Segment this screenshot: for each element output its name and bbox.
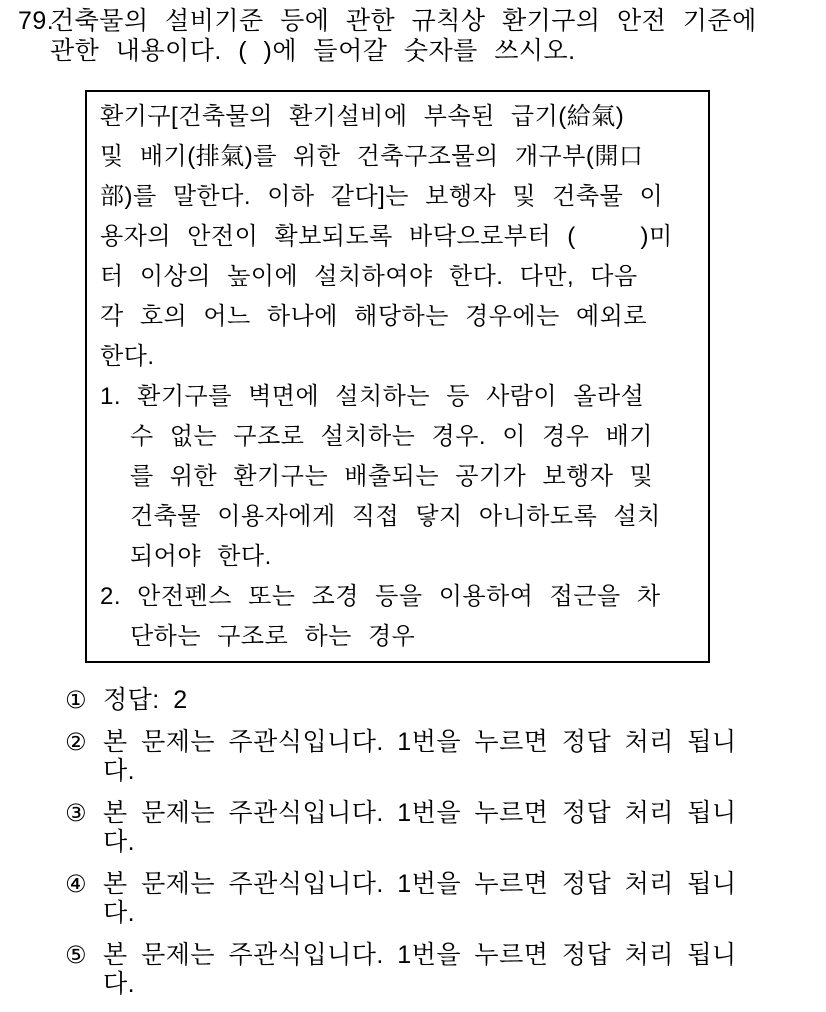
option-marker: ① [65, 687, 87, 714]
option-text-line: 본 문제는 주관식입니다. 1번을 누르면 정답 처리 됩니 [103, 799, 737, 827]
option-text [103, 941, 737, 999]
pline: 部)를 말한다. 이하 같다]는 보행자 및 건축물 이 [100, 183, 664, 210]
question-number: 79. [18, 7, 55, 35]
option-text-line: 본 문제는 주관식입니다. 1번을 누르면 정답 처리 됩니 [103, 941, 737, 969]
passage-lines [87, 92, 708, 657]
option-text [103, 799, 737, 857]
qline: 건축물의 설비기준 등에 관한 규칙상 환기구의 안전 기준에 [50, 7, 757, 35]
pline: 2. 안전펜스 또는 조경 등을 이용하여 접근을 차 [100, 583, 661, 610]
pline: 되어야 한다. [130, 543, 272, 570]
question-header [18, 6, 757, 66]
option-marker: ④ [65, 871, 87, 898]
pline: 1. 환기구를 벽면에 설치하는 등 사람이 올라설 [100, 383, 645, 410]
pline: 를 위한 환기구는 배출되는 공기가 보행자 및 [130, 463, 654, 490]
pline: 수 없는 구조로 설치하는 경우. 이 경우 배기 [130, 423, 653, 450]
option-text-line: 다. [103, 757, 136, 785]
pline: 건축물 이용자에게 직접 닿지 아니하도록 설치 [130, 503, 661, 530]
pline: 용자의 안전이 확보되도록 바닥으로부터 ( )미 [100, 223, 673, 250]
option-row-2[interactable] [65, 728, 810, 786]
option-row-1[interactable] [65, 686, 810, 715]
option-text-line: 다. [103, 899, 136, 927]
option-text-line: 다. [103, 970, 136, 998]
pline: 각 호의 어느 하나에 해당하는 경우에는 예외로 [100, 303, 648, 330]
option-text [103, 870, 737, 928]
option-text-line: 본 문제는 주관식입니다. 1번을 누르면 정답 처리 됩니 [103, 870, 737, 898]
pline: 및 배기(排氣)를 위한 건축구조물의 개구부(開口 [100, 143, 644, 170]
option-row-5[interactable] [65, 941, 810, 999]
pline: 터 이상의 높이에 설치하여야 한다. 다만, 다음 [100, 263, 638, 290]
option-text [103, 686, 188, 715]
options [65, 686, 810, 1012]
option-text-line: 다. [103, 828, 136, 856]
option-text-line: 본 문제는 주관식입니다. 1번을 누르면 정답 처리 됩니 [103, 728, 737, 756]
pline: 단하는 구조로 하는 경우 [130, 623, 416, 650]
pline: 환기구[건축물의 환기설비에 부속된 급기(給氣) [100, 103, 625, 130]
option-row-3[interactable] [65, 799, 810, 857]
qline: 관한 내용이다. ( )에 들어갈 숫자를 쓰시오. [50, 37, 576, 65]
pline: 한다. [100, 343, 155, 370]
option-text-line: 정답: 2 [103, 686, 188, 714]
option-marker: ⑤ [65, 942, 87, 969]
passage-box [85, 90, 710, 663]
question-text [50, 6, 757, 66]
option-row-4[interactable] [65, 870, 810, 928]
option-marker: ② [65, 729, 87, 756]
option-text [103, 728, 737, 786]
option-marker: ③ [65, 800, 87, 827]
